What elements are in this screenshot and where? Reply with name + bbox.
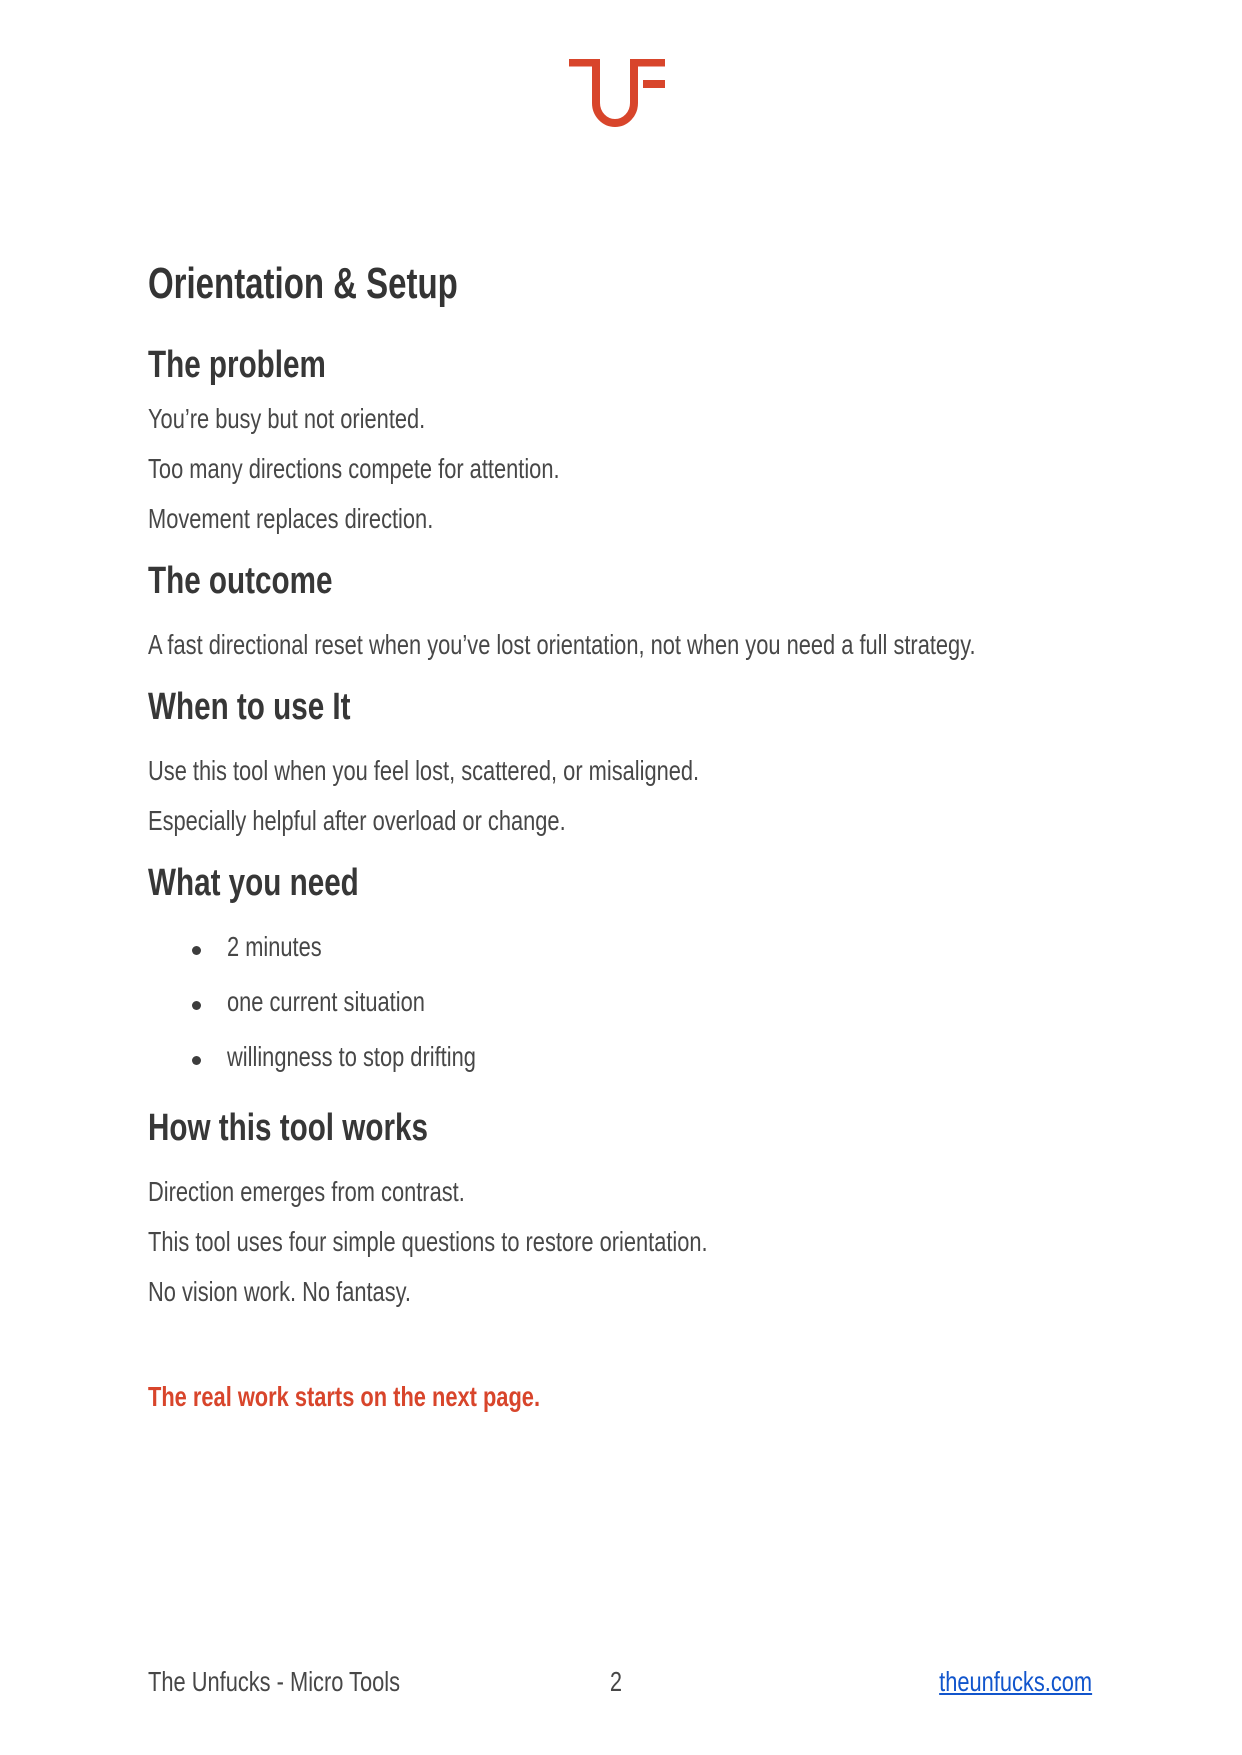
paragraph: Too many directions compete for attention. xyxy=(148,453,560,484)
heading-how-this-tool-works: How this tool works xyxy=(148,1107,428,1149)
heading-the-outcome: The outcome xyxy=(148,560,333,602)
bullet-icon xyxy=(192,946,201,955)
paragraph: Movement replaces direction. xyxy=(148,503,434,534)
footer-website-link[interactable]: theunfucks.com xyxy=(939,1666,1092,1697)
list-item: willingness to stop drifting xyxy=(227,1041,476,1072)
callout-next-page: The real work starts on the next page. xyxy=(148,1381,541,1412)
paragraph: Direction emerges from contrast. xyxy=(148,1176,465,1207)
paragraph: Especially helpful after overload or change. xyxy=(148,805,566,836)
list-item: one current situation xyxy=(227,986,425,1017)
list-item: 2 minutes xyxy=(227,931,322,962)
footer-document-name: The Unfucks - Micro Tools xyxy=(148,1666,401,1697)
heading-when-to-use-it: When to use It xyxy=(148,686,351,728)
paragraph: You’re busy but not oriented. xyxy=(148,403,426,434)
bullet-icon xyxy=(192,1056,201,1065)
paragraph: This tool uses four simple questions to restore orientation. xyxy=(148,1226,708,1257)
bullet-icon xyxy=(192,1001,201,1010)
uf-logo xyxy=(569,59,665,131)
page-title: Orientation & Setup xyxy=(148,259,458,308)
paragraph: No vision work. No fantasy. xyxy=(148,1276,411,1307)
heading-the-problem: The problem xyxy=(148,344,326,386)
paragraph: A fast directional reset when you’ve lost orientation, not when you need a full strategy. xyxy=(148,629,976,660)
paragraph: Use this tool when you feel lost, scattered, or misaligned. xyxy=(148,755,700,786)
uf-logo-icon xyxy=(569,59,665,127)
footer-page-number: 2 xyxy=(609,1666,623,1697)
heading-what-you-need: What you need xyxy=(148,862,359,904)
